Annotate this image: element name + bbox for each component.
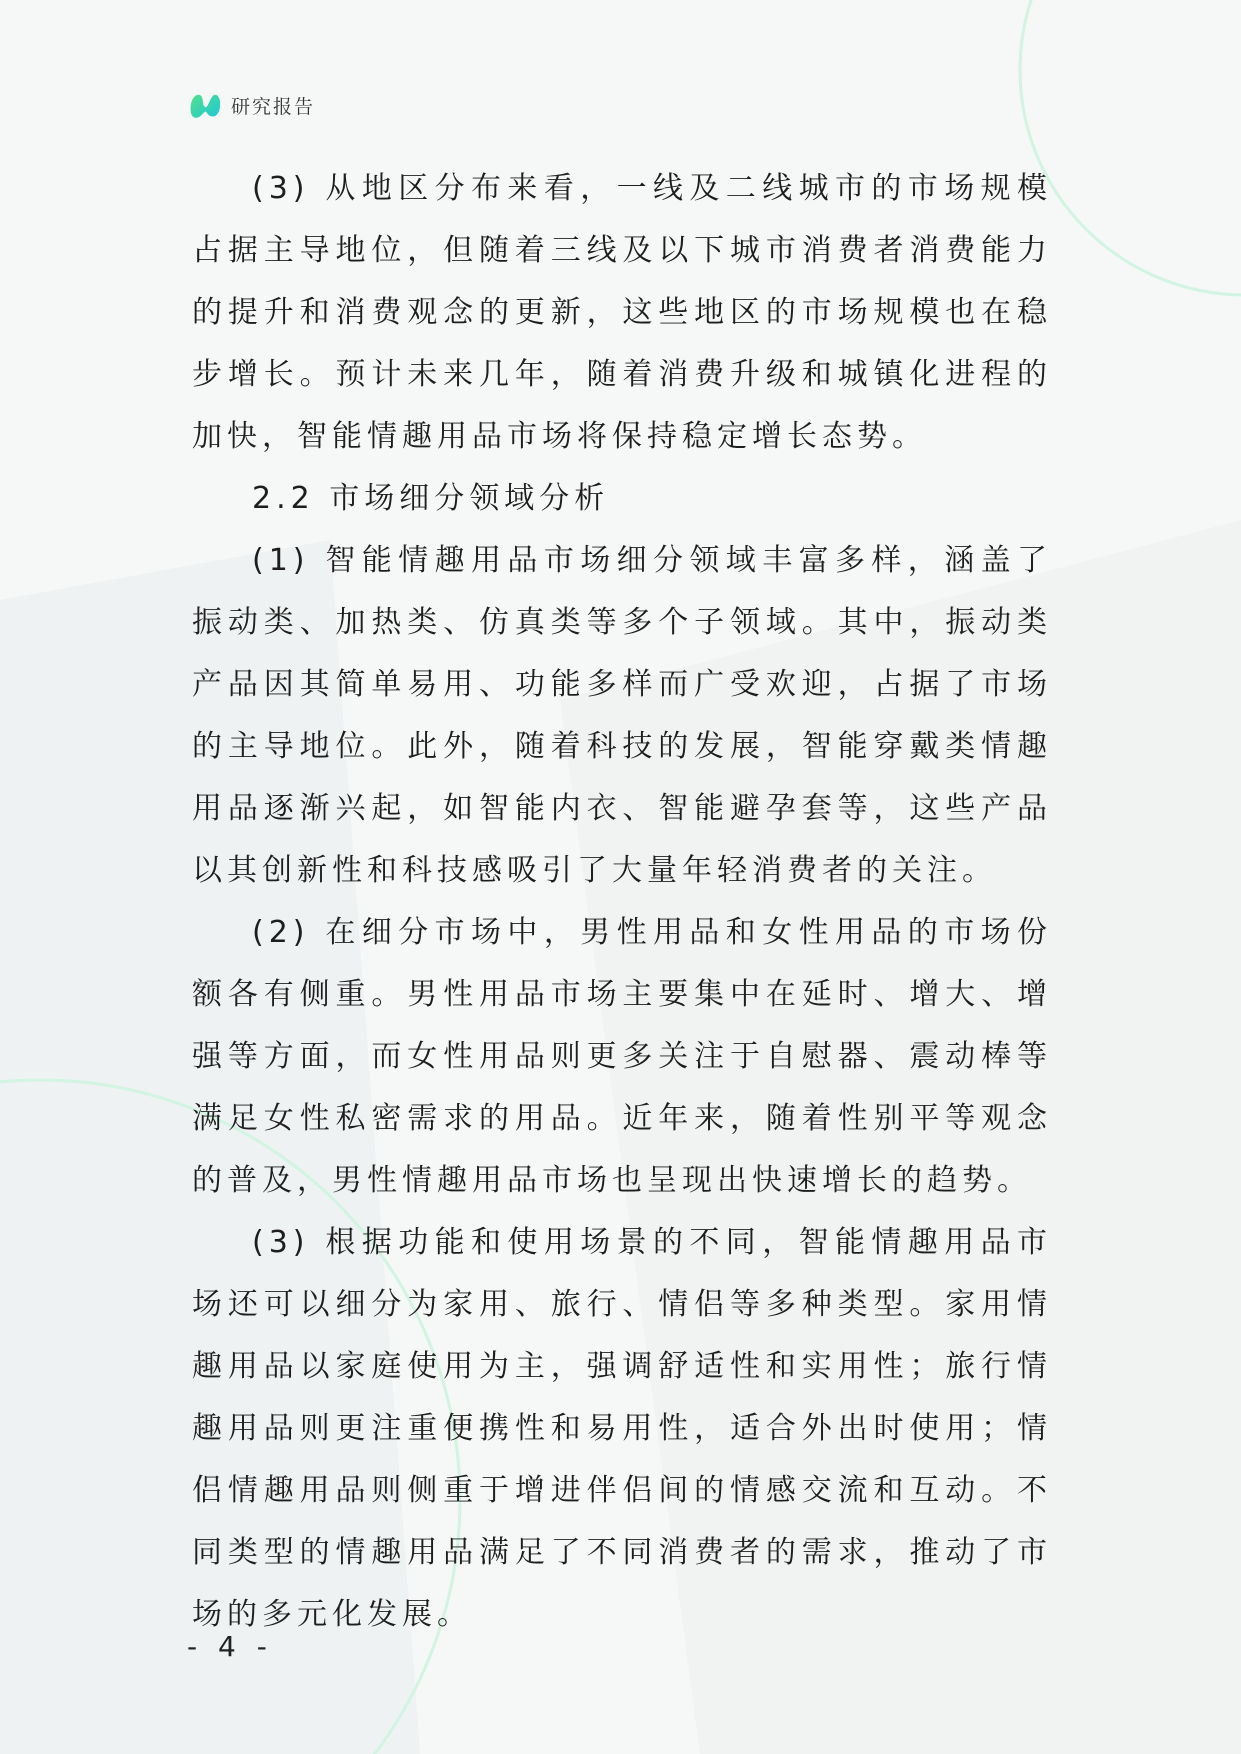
report-header xyxy=(187,88,315,122)
header-title: 研究报告 xyxy=(231,95,316,118)
paragraph-usage-scenarios: (3) 根据功能和使用场景的不同，智能情趣用品市场还可以细分为家用、旅行、情侣等多种类型。家用情趣用品以家庭使用为主，强调舒适性和实用性；旅行情趣用品则更注重便携性和易用性，适合外出时使用；情侣情趣用品则侧重于增进伴侣间的情感交流和互动。不同类型的情趣用品满足了不同消费者的需求，推动了市场的多元化发展。 xyxy=(192,1225,1052,1632)
section-heading: 2.2 市场细分领域分析 xyxy=(252,481,610,516)
page-number: - 4 - xyxy=(187,1630,273,1663)
bg-circle-top-right xyxy=(1020,0,1241,295)
paragraph-region-distribution: (3) 从地区分布来看，一线及二线城市的市场规模占据主导地位，但随着三线及以下城市消费者消费能力的提升和消费观念的更新，这些地区的市场规模也在稳步增长。预计未来几年，随着消费升级和城镇化进程的加快，智能情趣用品市场将保持稳定增长态势。 xyxy=(192,171,1052,454)
document-body xyxy=(192,158,1052,1646)
paragraph-segment-overview: (1) 智能情趣用品市场细分领域丰富多样，涵盖了振动类、加热类、仿真类等多个子领域。其中，振动类产品因其简单易用、功能多样而广受欢迎，占据了市场的主导地位。此外，随着科技的发展，智能穿戴类情趣用品逐渐兴起，如智能内衣、智能避孕套等，这些产品以其创新性和科技感吸引了大量年轻消费者的关注。 xyxy=(192,543,1052,888)
paragraph-gender-segments: (2) 在细分市场中，男性用品和女性用品的市场份额各有侧重。男性用品市场主要集中在延时、增大、增强等方面，而女性用品则更多关注于自慰器、震动棒等满足女性私密需求的用品。近年来，随着性别平等观念的普及，男性情趣用品市场也呈现出快速增长的趋势。 xyxy=(192,915,1052,1198)
brand-logo-icon xyxy=(187,89,223,121)
